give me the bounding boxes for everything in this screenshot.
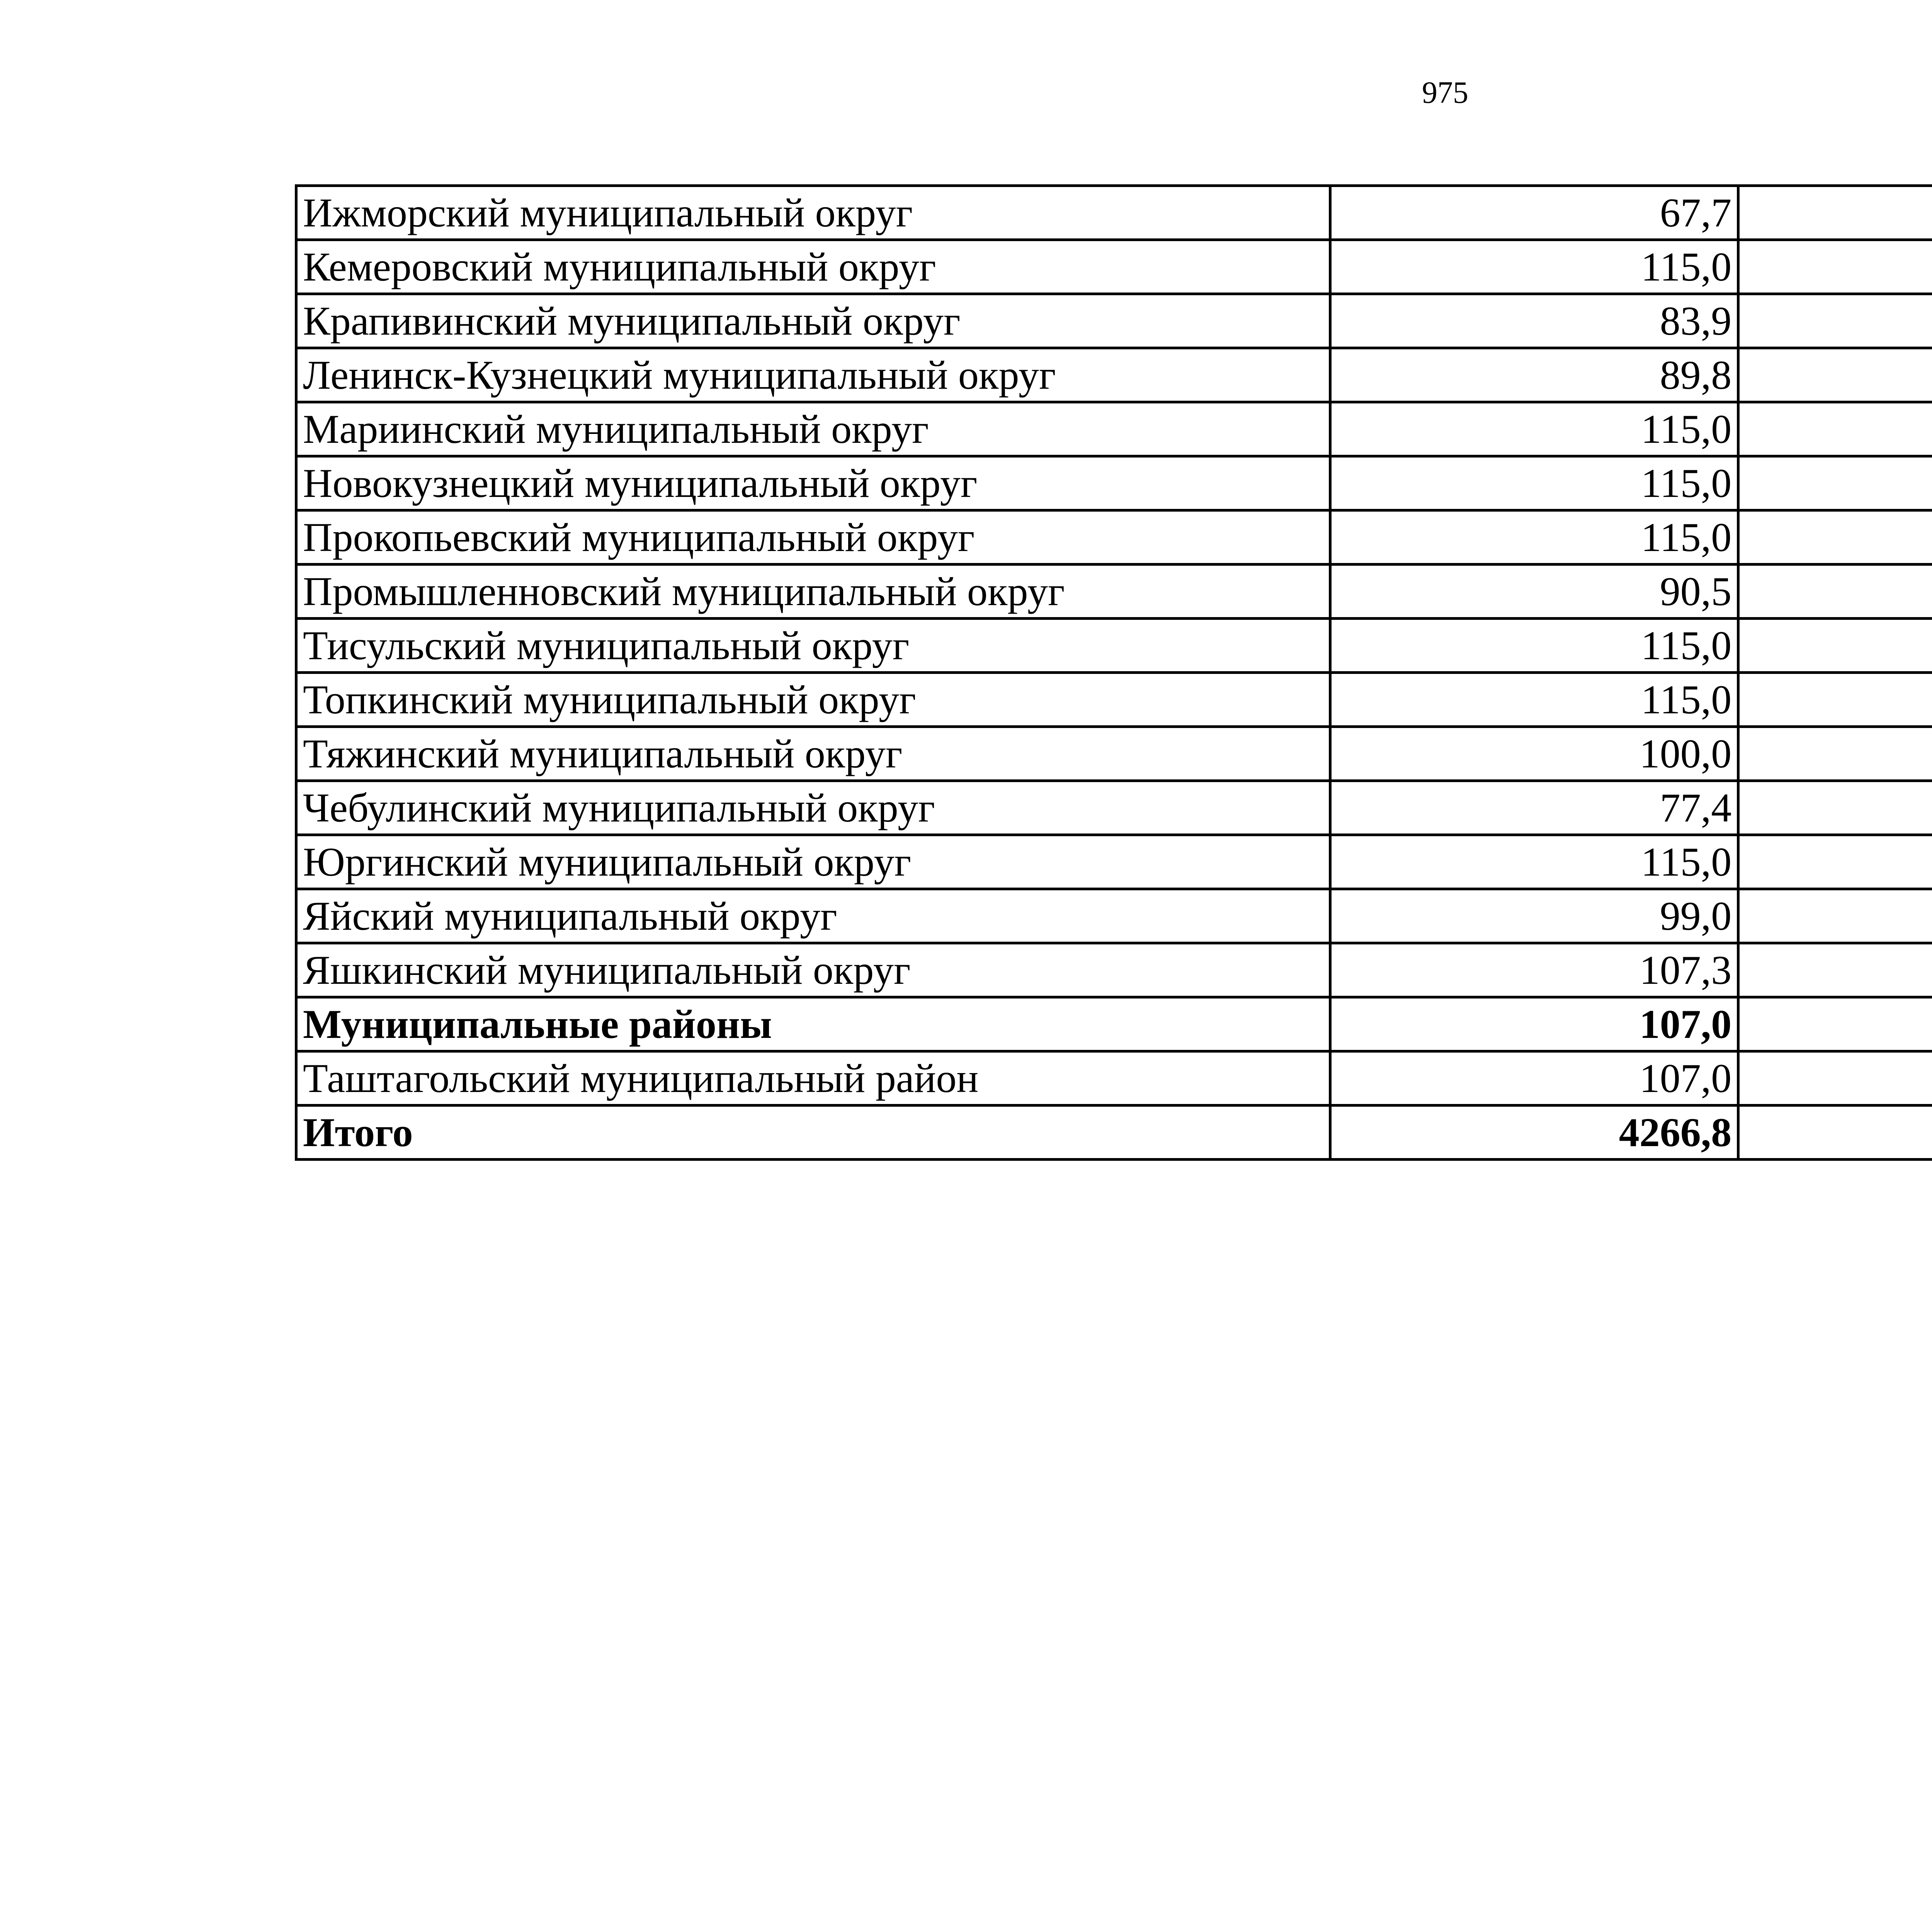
row-value-2-cell: [1738, 510, 1932, 565]
table-row: [296, 727, 1932, 781]
row-name-cell: Кемеровский муниципальный округ: [296, 240, 1330, 294]
row-value-2-cell: [1738, 997, 1932, 1051]
row-name-cell: Мариинский муниципальный округ: [296, 402, 1330, 456]
row-name-cell: Таштагольский муниципальный район: [296, 1051, 1330, 1106]
row-value-1-cell: 90,5: [1330, 565, 1738, 619]
row-value-1-cell: 77,4: [1330, 781, 1738, 835]
row-name-cell: Крапивинский муниципальный округ: [296, 294, 1330, 348]
row-value-2-cell: [1738, 673, 1932, 727]
table-row: [296, 943, 1932, 997]
table-row: [296, 510, 1932, 565]
row-value-2-cell: [1738, 240, 1932, 294]
row-value-1-cell: 67,7: [1330, 186, 1738, 240]
row-name-cell: Прокопьевский муниципальный округ: [296, 510, 1330, 565]
row-value-1-cell: 83,9: [1330, 294, 1738, 348]
table-row: [296, 619, 1932, 673]
row-value-2-cell: [1738, 889, 1932, 943]
table-row: [296, 186, 1932, 240]
table-row: [296, 889, 1932, 943]
row-value-2-cell: [1738, 565, 1932, 619]
row-value-1-cell: 107,0: [1330, 997, 1738, 1051]
row-value-1-cell: 99,0: [1330, 889, 1738, 943]
row-value-1-cell: 100,0: [1330, 727, 1738, 781]
row-name-cell: Юргинский муниципальный округ: [296, 835, 1330, 889]
row-value-2-cell: [1738, 186, 1932, 240]
data-table: [295, 184, 1932, 1161]
row-value-2-cell: [1738, 781, 1932, 835]
row-name-cell: Топкинский муниципальный округ: [296, 673, 1330, 727]
table-row-summary: [296, 1106, 1932, 1160]
table-row: [296, 1051, 1932, 1106]
table-row: [296, 781, 1932, 835]
row-value-1-cell: 115,0: [1330, 835, 1738, 889]
table-row: [296, 565, 1932, 619]
row-value-1-cell: 107,3: [1330, 943, 1738, 997]
row-value-1-cell: 115,0: [1330, 240, 1738, 294]
row-name-cell: Тисульский муниципальный округ: [296, 619, 1330, 673]
row-value-1-cell: 115,0: [1330, 510, 1738, 565]
table-row: [296, 673, 1932, 727]
page-number: 975: [1422, 76, 1468, 110]
row-value-2-cell: [1738, 456, 1932, 510]
table-body: [296, 186, 1932, 1160]
row-name-cell: Новокузнецкий муниципальный округ: [296, 456, 1330, 510]
row-value-1-cell: 115,0: [1330, 673, 1738, 727]
row-name-cell: Промышленновский муниципальный округ: [296, 565, 1330, 619]
table-row: [296, 294, 1932, 348]
row-name-cell: Ленинск-Кузнецкий муниципальный округ: [296, 348, 1330, 402]
row-value-1-cell: 115,0: [1330, 619, 1738, 673]
row-value-2-cell: [1738, 835, 1932, 889]
row-name-cell: Чебулинский муниципальный округ: [296, 781, 1330, 835]
table-row: [296, 456, 1932, 510]
row-value-2-cell: [1738, 348, 1932, 402]
row-name-cell: Тяжинский муниципальный округ: [296, 727, 1330, 781]
row-value-1-cell: 4266,8: [1330, 1106, 1738, 1160]
table-row: [296, 240, 1932, 294]
row-value-2-cell: [1738, 619, 1932, 673]
table-row: [296, 402, 1932, 456]
row-name-cell: Муниципальные районы: [296, 997, 1330, 1051]
row-value-2-cell: [1738, 1051, 1932, 1106]
row-value-2-cell: [1738, 727, 1932, 781]
table-row-summary: [296, 997, 1932, 1051]
row-value-1-cell: 115,0: [1330, 456, 1738, 510]
row-name-cell: Ижморский муниципальный округ: [296, 186, 1330, 240]
row-name-cell: Яйский муниципальный округ: [296, 889, 1330, 943]
row-value-1-cell: 89,8: [1330, 348, 1738, 402]
row-value-2-cell: [1738, 294, 1932, 348]
row-name-cell: Итого: [296, 1106, 1330, 1160]
row-value-1-cell: 107,0: [1330, 1051, 1738, 1106]
row-name-cell: Яшкинский муниципальный округ: [296, 943, 1330, 997]
table-row: [296, 835, 1932, 889]
row-value-2-cell: [1738, 1106, 1932, 1160]
row-value-2-cell: [1738, 943, 1932, 997]
row-value-2-cell: [1738, 402, 1932, 456]
table-row: [296, 348, 1932, 402]
row-value-1-cell: 115,0: [1330, 402, 1738, 456]
